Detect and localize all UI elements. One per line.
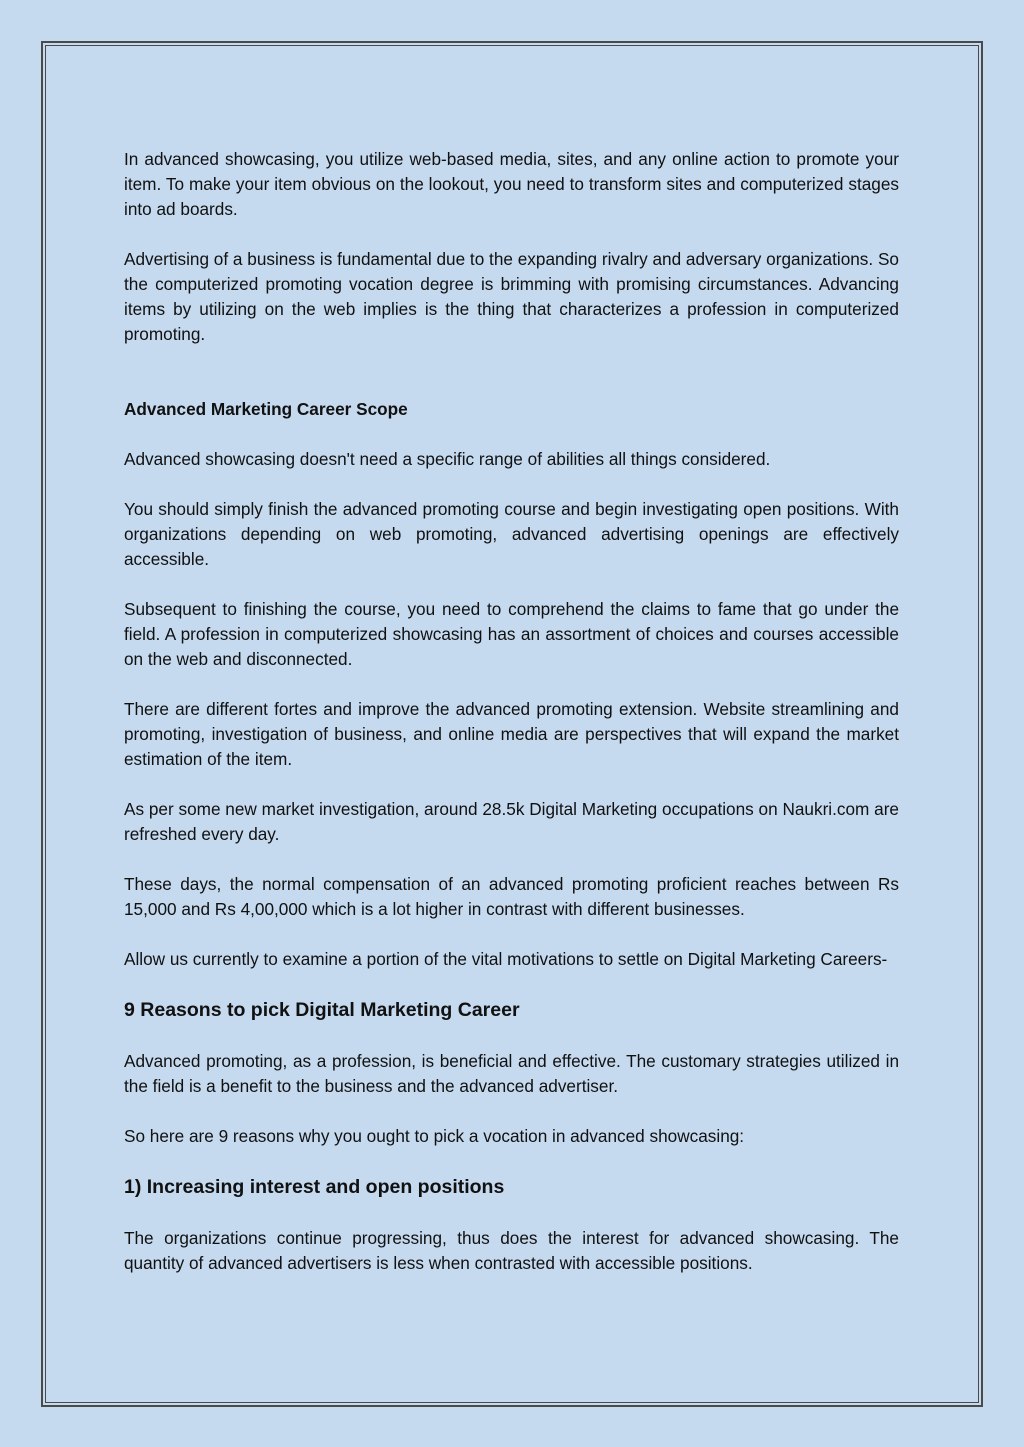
scope-paragraph-4: There are different fortes and improve the advanced promoting extension. Website streamlining and promoting, investigation of business, and online media are perspectives that will expand the market estimation of the item. <box>124 699 899 769</box>
intro-paragraph-2: Advertising of a business is fundamental due to the expanding rivalry and adversary organizations. So the computerized promoting vocation degree is brimming with promising circumstances. Advancing items by utilizing on the web implies is the thing that characterizes a profession in computerized promoting. <box>124 249 899 344</box>
scope-paragraph-5: As per some new market investigation, around 28.5k Digital Marketing occupations on Naukri.com are refreshed every day. <box>124 799 899 844</box>
section-heading-9-reasons: 9 Reasons to pick Digital Marketing Career <box>124 999 520 1021</box>
reason-1-paragraph: The organizations continue progressing, thus does the interest for advanced showcasing. The quantity of advanced advertisers is less when contrasted with accessible positions. <box>124 1228 899 1273</box>
scope-paragraph-7: Allow us currently to examine a portion of the vital motivations to settle on Digital Marketing Careers- <box>124 949 888 969</box>
reasons-paragraph-2: So here are 9 reasons why you ought to pick a vocation in advanced showcasing: <box>124 1126 745 1146</box>
scope-paragraph-2: You should simply finish the advanced promoting course and begin investigating open positions. With organizations depending on web promoting, advanced advertising openings are effectively accessible. <box>124 499 899 569</box>
scope-paragraph-6: These days, the normal compensation of an advanced promoting proficient reaches between Rs 15,000 and Rs 4,00,000 which is a lot higher in contrast with different businesses. <box>124 874 899 919</box>
section-heading-reason-1: 1) Increasing interest and open positions <box>124 1176 505 1198</box>
intro-paragraph-1: In advanced showcasing, you utilize web-based media, sites, and any online action to promote your item. To make your item obvious on the lookout, you need to transform sites and computerized stages into ad boards. <box>124 149 899 219</box>
document-body <box>124 147 899 1276</box>
section-heading-career-scope: Advanced Marketing Career Scope <box>124 399 408 419</box>
reasons-paragraph-1: Advanced promoting, as a profession, is beneficial and effective. The customary strategies utilized in the field is a benefit to the business and the advanced advertiser. <box>124 1051 899 1096</box>
scope-paragraph-1: Advanced showcasing doesn't need a specific range of abilities all things considered. <box>124 449 771 469</box>
scope-paragraph-3: Subsequent to finishing the course, you need to comprehend the claims to fame that go under the field. A profession in computerized showcasing has an assortment of choices and courses accessible on the web and disconnected. <box>124 599 899 669</box>
